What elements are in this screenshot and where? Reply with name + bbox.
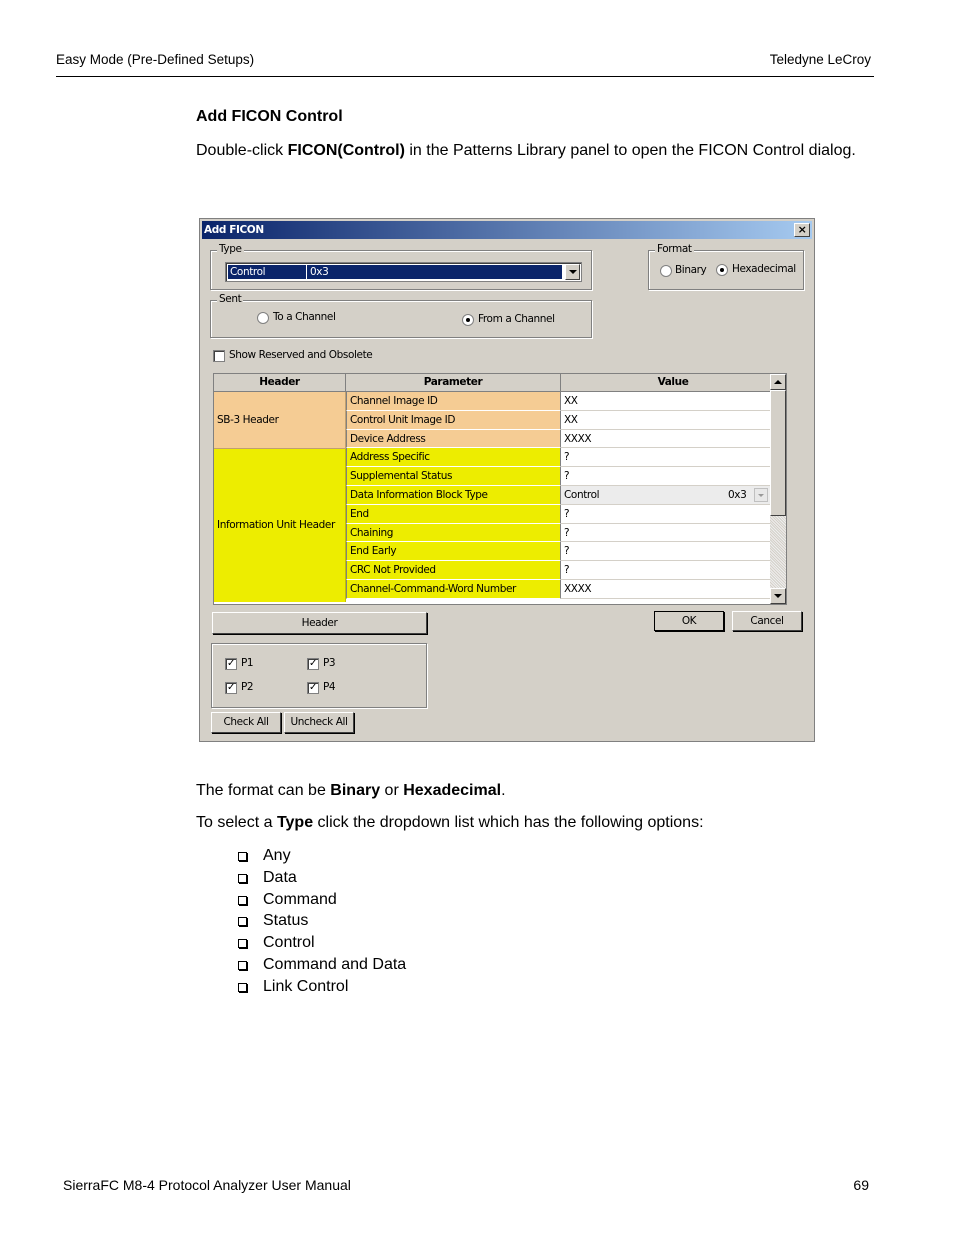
grid-value-text: ? [564, 564, 570, 577]
show-reserved-label: Show Reserved and Obsolete [229, 349, 373, 361]
format-legend: Format [657, 243, 692, 255]
check-p1[interactable]: ✓ [225, 658, 237, 670]
type-name: Control [230, 266, 266, 278]
check-p1-label: P1 [241, 657, 254, 669]
scroll-down-icon[interactable] [770, 588, 786, 604]
grid-value-text: ? [564, 451, 570, 464]
type-selection [228, 265, 562, 279]
dialog-title: Add FICON [204, 224, 264, 236]
check-p3[interactable]: ✓ [307, 658, 319, 670]
grid-param-cell: CRC Not Provided [346, 561, 561, 580]
intro-paragraph: Double-click FICON(Control) in the Patterns Library panel to open the FICON Control dialog. [196, 142, 856, 159]
uncheck-all-button[interactable]: Uncheck All [284, 712, 354, 733]
add-ficon-dialog [199, 218, 815, 742]
grid-param-cell: End Early [346, 542, 561, 561]
type-value: 0x3 [310, 266, 329, 278]
checkbox-bullet-icon [238, 983, 247, 992]
grid-value-cell[interactable] [561, 467, 786, 486]
grid-value-text: XX [564, 413, 578, 426]
grid-value-cell[interactable] [561, 542, 786, 561]
grid-value-text: XXXX [564, 432, 592, 445]
chevron-down-icon[interactable] [565, 264, 580, 280]
check-p4[interactable]: ✓ [307, 682, 319, 694]
grid-header-header[interactable]: Header [214, 374, 346, 392]
grid-value-cell[interactable] [561, 430, 786, 449]
grid-value-text: ? [564, 507, 570, 520]
grid-param-cell: Address Specific [346, 448, 561, 467]
sent-group [210, 293, 592, 338]
format-hex-label: Hexadecimal [732, 263, 796, 275]
group-cell-sb3: SB-3 Header [214, 392, 346, 449]
type-paragraph: To select a Type click the dropdown list which has the following options: [196, 814, 704, 831]
grid-param-cell: Chaining [346, 524, 561, 543]
list-item: Any [236, 845, 406, 867]
check-p2[interactable]: ✓ [225, 682, 237, 694]
sent-from-radio[interactable] [462, 314, 474, 326]
grid-value-text: XX [564, 395, 578, 407]
grid-value-cell[interactable] [561, 524, 786, 543]
type-group [210, 243, 592, 290]
type-options-list [236, 845, 406, 998]
sent-legend: Sent [219, 293, 242, 305]
scroll-thumb[interactable] [770, 390, 786, 516]
type-legend: Type [219, 243, 242, 255]
grid-value-code: 0x3 [728, 489, 747, 501]
format-paragraph: The format can be Binary or Hexadecimal. [196, 782, 506, 799]
chevron-down-icon[interactable] [754, 488, 768, 502]
list-item: Link Control [236, 976, 406, 998]
format-hex-radio[interactable] [716, 264, 728, 276]
type-dropdown[interactable] [225, 262, 582, 282]
checkbox-bullet-icon [238, 961, 247, 970]
grid-value-text: ? [564, 526, 570, 539]
grid-param-cell: Supplemental Status [346, 467, 561, 486]
grid-value-text: XXXX [564, 583, 592, 595]
format-group [648, 243, 804, 290]
grid-value-cell[interactable] [561, 392, 786, 411]
grid-value-cell[interactable] [561, 448, 786, 467]
grid-value-text: ? [564, 470, 570, 483]
footer-left: SierraFC M8-4 Protocol Analyzer User Manual [63, 1177, 351, 1193]
list-item: Command and Data [236, 954, 406, 976]
grid-header-parameter[interactable]: Parameter [346, 374, 561, 392]
list-item: Status [236, 910, 406, 932]
type-divider [306, 265, 307, 279]
sent-to-label: To a Channel [273, 311, 336, 323]
show-reserved-checkbox[interactable] [213, 350, 225, 362]
header-button[interactable]: Header [212, 612, 427, 634]
cancel-button[interactable]: Cancel [732, 611, 802, 631]
checkbox-bullet-icon [238, 852, 247, 861]
checkbox-bullet-icon [238, 896, 247, 905]
header-right: Teledyne LeCroy [769, 52, 871, 67]
grid-value-cell[interactable] [561, 486, 786, 505]
grid-scrollbar[interactable] [770, 374, 786, 604]
page-number: 69 [853, 1177, 869, 1193]
grid-value-text: Control [564, 489, 600, 501]
check-p3-label: P3 [323, 657, 336, 669]
format-binary-radio[interactable] [660, 265, 672, 277]
grid-param-cell: Channel Image ID [346, 392, 561, 411]
grid-param-cell: Control Unit Image ID [346, 411, 561, 430]
list-item: Command [236, 889, 406, 911]
list-item: Control [236, 932, 406, 954]
parameter-grid [213, 373, 787, 605]
grid-value-cell[interactable] [561, 505, 786, 524]
check-p2-label: P2 [241, 681, 254, 693]
close-icon[interactable]: × [794, 223, 810, 237]
grid-value-cell[interactable] [561, 580, 786, 599]
grid-value-cell[interactable] [561, 411, 786, 430]
grid-param-cell: End [346, 505, 561, 524]
grid-param-cell: Channel-Command-Word Number [346, 580, 561, 599]
scroll-up-icon[interactable] [770, 374, 786, 390]
section-title: Add FICON Control [196, 108, 343, 125]
header-left: Easy Mode (Pre-Defined Setups) [56, 52, 255, 67]
group-cell-iu: Information Unit Header [214, 449, 346, 602]
header-rule [56, 76, 874, 77]
grid-param-cell: Device Address [346, 430, 561, 449]
list-item: Data [236, 867, 406, 889]
grid-header-value[interactable]: Value [561, 374, 786, 392]
checkbox-bullet-icon [238, 939, 247, 948]
grid-value-cell[interactable] [561, 561, 786, 580]
grid-param-cell: Data Information Block Type [346, 486, 561, 505]
sent-from-label: From a Channel [478, 313, 555, 325]
format-binary-label: Binary [675, 264, 707, 276]
checkbox-bullet-icon [238, 874, 247, 883]
dialog-titlebar [202, 221, 812, 239]
checkbox-bullet-icon [238, 917, 247, 926]
grid-value-text: ? [564, 545, 570, 558]
p-checks-group [211, 643, 427, 708]
sent-to-radio[interactable] [257, 312, 269, 324]
check-p4-label: P4 [323, 681, 336, 693]
ok-button[interactable]: OK [654, 611, 724, 631]
check-all-button[interactable]: Check All [211, 712, 281, 733]
